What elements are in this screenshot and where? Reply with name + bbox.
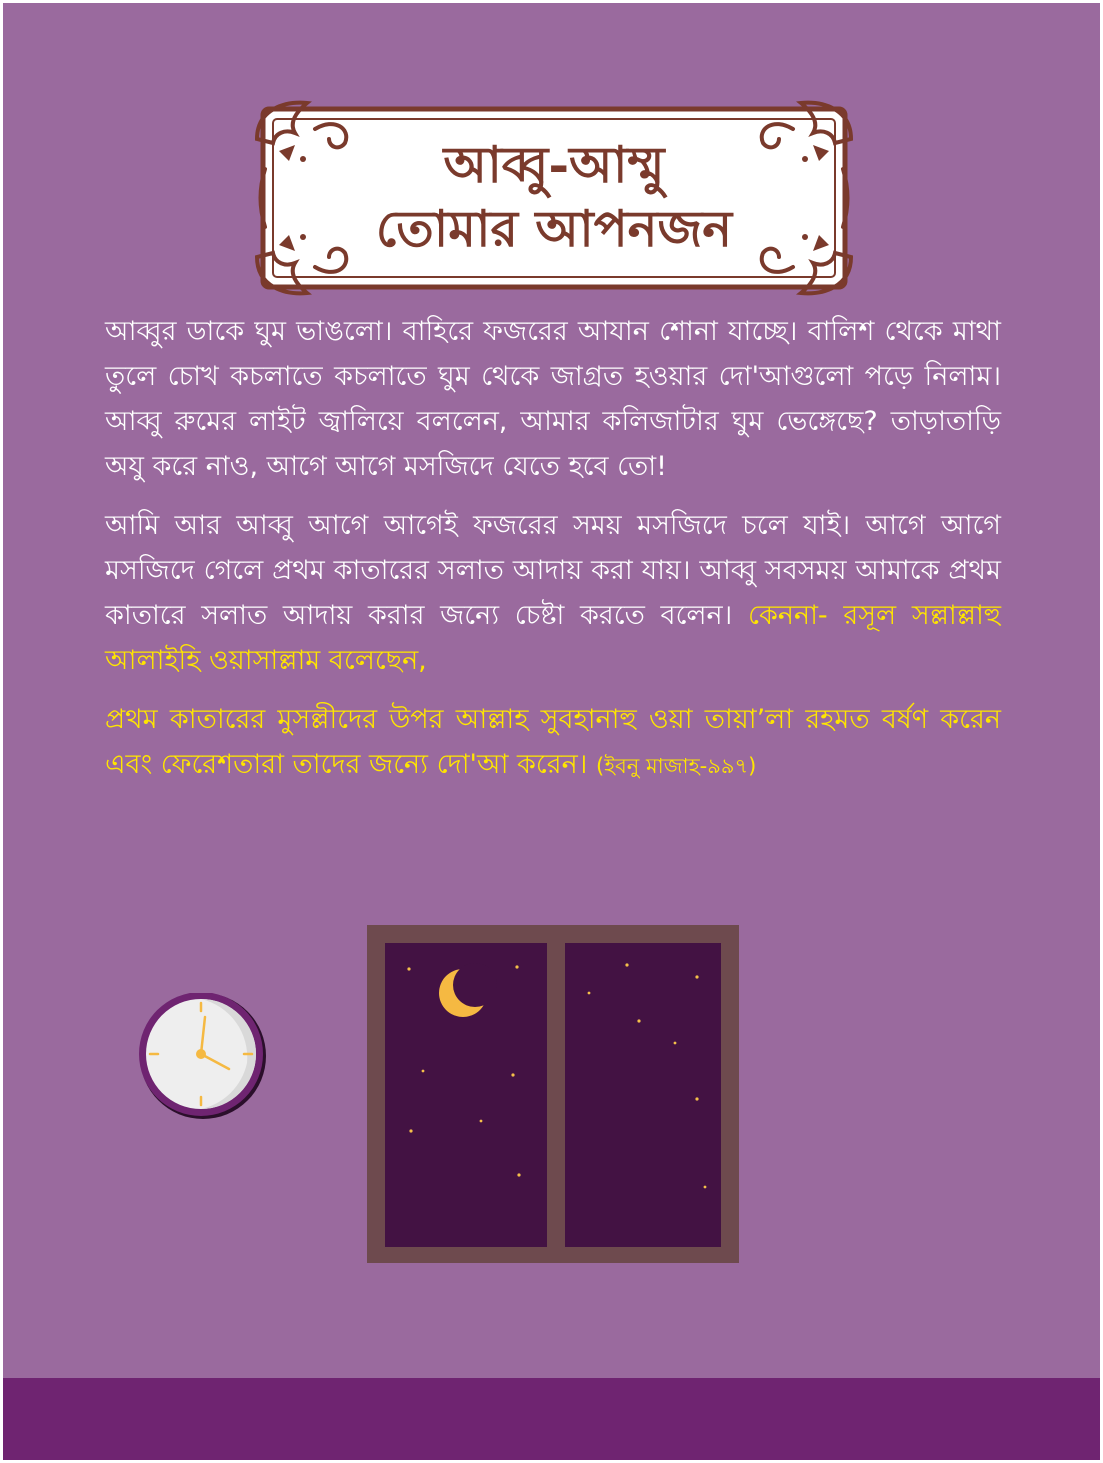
hadith-quote: [105, 697, 1001, 789]
hadith-intro: কেননা- রসূল সল্লাল্লাহু আলাইহি ওয়াসাল্লাম বলেছেন,: [105, 600, 1002, 676]
paragraph-1: আব্বুর ডাকে ঘুম ভাঙলো। বাহিরে ফজরের আযান শোনা যাচ্ছে। বালিশ থেকে মাথা তুলে চোখ কচলাতে কচলাতে ঘুম থেকে জাগ্রত হওয়ার দো'আগুলো পড়ে নিলাম। আব্বু রুমের লাইট জ্বালিয়ে বললেন, আমার কলিজাটার ঘুম ভেঙ্গেছে? তাড়াতাড়ি অযু করে নাও, আগে আগে মসজিদে যেতে হবে তো!: [105, 316, 1001, 482]
paragraph-2-text: আমি আর আব্বু আগে আগেই ফজরের সময় মসজিদে চলে যাই। আগে আগে মসজিদে গেলে প্রথম কাতারের সলাত আদায় করা যায়। আব্বু সবসময় আমাকে প্রথম কাতারে সলাত আদায় করার জন্যে চেষ্টা করতে বলেন।: [105, 510, 1001, 631]
story-page: [3, 3, 1100, 1460]
wall-clock-icon: [139, 993, 271, 1129]
night-window-icon: [367, 925, 739, 1267]
title-line-1: আব্বু-আম্মু: [443, 135, 665, 194]
title-line-2: তোমার আপনজন: [375, 199, 733, 258]
page-title: [255, 133, 853, 261]
hadith-reference: (ইবনু মাজাহ-৯৯৭): [596, 754, 757, 778]
paragraph-2: [105, 503, 1001, 683]
floor-band: [3, 1378, 1100, 1460]
hadith-text: প্রথম কাতারের মুসল্লীদের উপর আল্লাহ সুবহানাহু ওয়া তায়া’লা রহমত বর্ষণ করেন এবং ফেরেশতারা তাদের জন্যে দো'আ করেন।: [105, 704, 1001, 780]
title-frame: [255, 99, 853, 297]
story-text: [105, 309, 1001, 803]
